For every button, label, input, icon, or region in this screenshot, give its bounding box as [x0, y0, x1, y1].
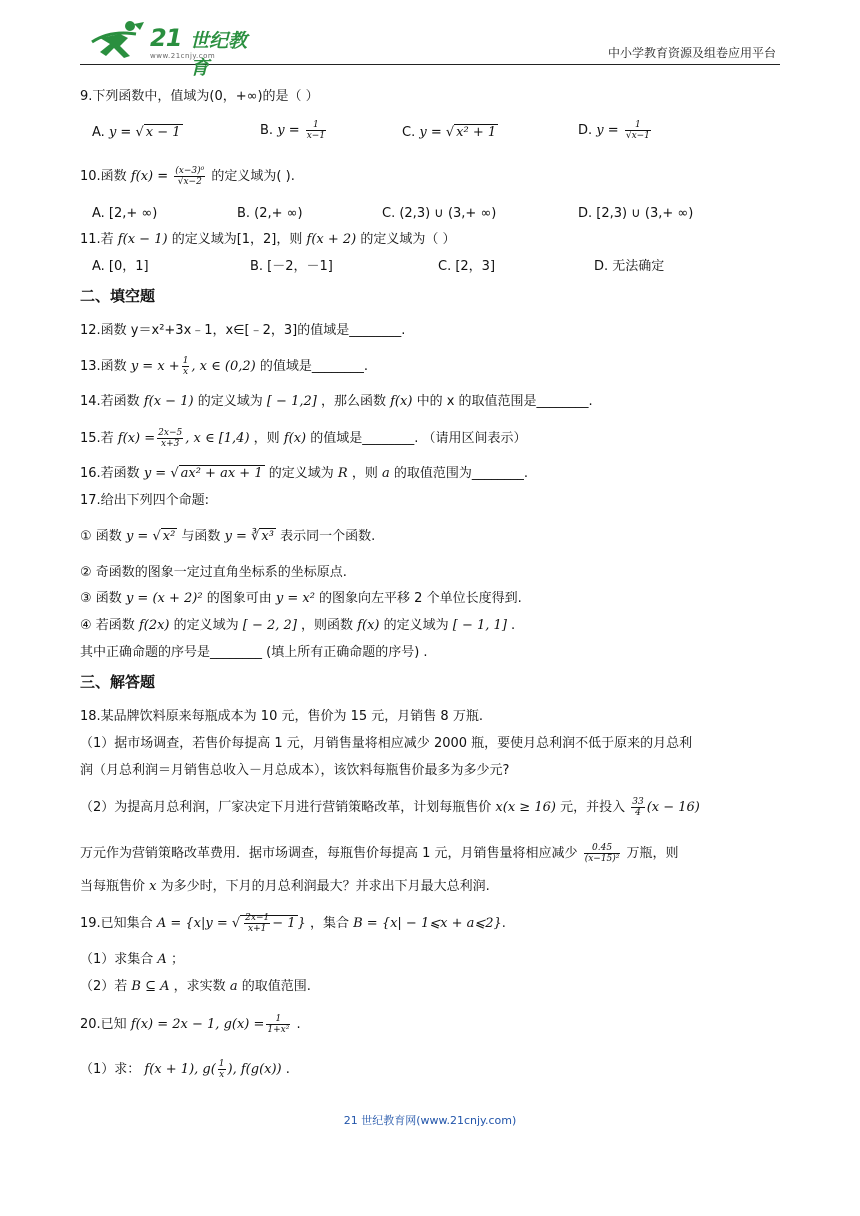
q18-line-3: 润（月总利润＝月销售总收入－月总成本），该饮料每瓶售价最多为多少元? — [80, 763, 510, 778]
section-solutions: 三、解答题 — [80, 673, 156, 691]
q14: 14.若函数 f(x − 1) 的定义域为 [ − 1,2] ，那么函数 f(x) 中的 x 的取值范围是________. — [80, 394, 593, 409]
q18-line-4: （2）为提高月总利润，厂家决定下月进行营销策略改革，计划每瓶售价 x(x ≥ 16) 元，并投入 $\frac{33}{4}$ (x − 16) — [80, 797, 700, 818]
q18-line-1: 18.某品牌饮料原来每瓶成本为 10 元，售价为 15 元，月销售 8 万瓶. — [80, 709, 483, 724]
q17-tail: 其中正确命题的序号是________ (填上所有正确命题的序号) . — [80, 645, 428, 660]
q20-part-1: （1）求： f(x + 1), g( $\frac{1}{x}$ ), f(g(x)) . — [80, 1059, 290, 1080]
q19-part-2: （2）若 B ⊆ A ，求实数 a 的取值范围. — [80, 979, 311, 994]
section-fill-in: 二、填空题 — [80, 287, 156, 305]
q15: 15.若 f(x) = $\frac{2x-5}{x+3}$ , x ∈ [1,4) ，则 f(x) 的值域是________. （请用区间表示） — [80, 428, 527, 449]
q10-option-c: C. (2,3) ∪ (3,+ ∞) — [382, 206, 497, 221]
q12: 12.函数 y＝x²+3x﹣1，x∈[﹣2，3]的值域是________. — [80, 323, 406, 338]
q18-line-5: 万元作为营销策略改革费用．据市场调查，每瓶售价每提高 1 元，月销售量将相应减少 $\frac{0.45}{\text{(x−15)²}}$ 万瓶，则 — [80, 843, 679, 864]
platform-name: 中小学教育资源及组卷应用平台 — [607, 46, 776, 60]
q9-stem: 9.下列函数中，值域为(0，+∞)的是（ ） — [80, 89, 319, 104]
site-logo — [90, 20, 260, 79]
page-footer: 21 世纪教育网(www.21cnjy.com) — [343, 1114, 517, 1127]
q11-option-b: B. [－2，－1] — [250, 259, 333, 274]
q19-part-1: （1）求集合 A ； — [80, 952, 184, 967]
q17-proposition-3: ③ 函数 y = (x + 2)² 的图象可由 y = x² 的图象向左平移 2 个单位长度得到. — [80, 591, 522, 606]
runner-icon — [90, 20, 146, 62]
q17-stem: 17.给出下列四个命题: — [80, 493, 210, 508]
q11-option-d: D. 无法确定 — [594, 259, 665, 274]
q10-option-b: B. (2,+ ∞) — [237, 206, 303, 221]
q18-line-2: （1）据市场调查，若售价每提高 1 元，月销售量将相应减少 2000 瓶，要使月总利润不低于原来的月总利 — [80, 736, 693, 751]
q11-option-c: C. [2，3] — [438, 259, 496, 274]
q10-stem: 10.函数 f(x) = $\frac{\text{(x−3)⁰}}{√x-2}$ 的定义域为( ). — [80, 166, 295, 187]
q9-option-b: B. y = $\frac{1}{x-1}$ — [260, 120, 326, 141]
page-header — [80, 14, 780, 79]
q20-stem: 20.已知 f(x) = 2x − 1, g(x) = $\frac{1}{\text{1+x²}}$ . — [80, 1014, 301, 1035]
q19-stem: 19.已知集合 A = {x|y = √ $\frac{2x-1}{x+1}$ − 1 } ，集合 B = {x| − 1⩽x + a⩽2}. — [80, 913, 506, 934]
logo-text: 世纪教育 — [190, 30, 248, 79]
logo-url: www.21cnjy.com — [150, 52, 216, 60]
q17-proposition-1: ① 函数 y = √ x² 与函数 y = ∛ x³ 表示同一个函数. — [80, 529, 376, 544]
q9-option-d: D. y = $\frac{1}{√x-1}$ — [578, 120, 650, 141]
logo-number: 21 — [150, 24, 182, 52]
q11-option-a: A. [0，1] — [92, 259, 149, 274]
q9-option-a: A. y = √ x − 1 — [92, 125, 181, 140]
q10-option-d: D. [2,3) ∪ (3,+ ∞) — [578, 206, 694, 221]
q16: 16.若函数 y = √ ax² + ax + 1 的定义域为 R ，则 a 的取值范围为________. — [80, 466, 529, 481]
q17-proposition-4: ④ 若函数 f(2x) 的定义域为 [ − 2, 2] ，则函数 f(x) 的定义域为 [ − 1, 1] . — [80, 618, 516, 633]
q18-line-6: 当每瓶售价 x 为多少时，下月的月总利润最大？并求出下月最大总利润. — [80, 879, 490, 894]
q13: 13.函数 y = x + $\frac{1}{x}$ , x ∈ (0,2) 的值域是________. — [80, 356, 369, 377]
q10-option-a: A. [2,+ ∞) — [92, 206, 158, 221]
q17-proposition-2: ② 奇函数的图象一定过直角坐标系的坐标原点. — [80, 565, 347, 580]
q9-option-c: C. y = √ x² + 1 — [402, 125, 497, 140]
q11-stem: 11.若 f(x − 1) 的定义域为[1，2]，则 f(x + 2) 的定义域为（ ） — [80, 232, 456, 247]
